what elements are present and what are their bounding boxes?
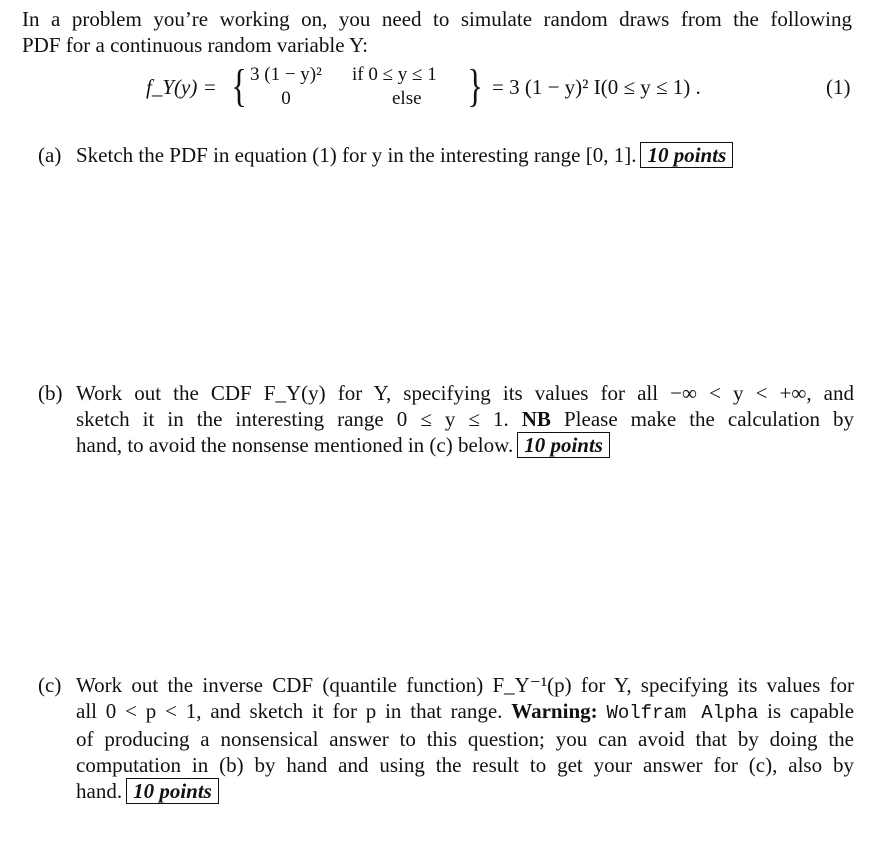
part-c-line-2 (76, 698, 854, 726)
part-b-body (76, 380, 854, 458)
part-b-line-2-a: sketch it in the interesting range 0 ≤ y ≤ 1. (76, 407, 509, 431)
case-2-condition: else (392, 88, 422, 109)
case-1-condition: if 0 ≤ y ≤ 1 (352, 64, 437, 85)
pdf-equation (146, 58, 856, 114)
part-c-wolfram-alpha: Wolfram Alpha (606, 702, 759, 724)
part-a-line-1 (76, 142, 854, 168)
intro-line-1: In a problem you’re working on, you need to simulate random draws from the following (22, 7, 852, 31)
equation-lhs: f_Y(y) = (146, 75, 217, 99)
part-b-line-2 (76, 406, 854, 432)
part-b-line-3-text: hand, to avoid the nonsense mentioned in (c) below. (76, 433, 514, 457)
part-c-line-3: of producing a nonsensical answer to this question; you can avoid that by doing the (76, 727, 854, 751)
answer-space-b (22, 462, 852, 662)
case-1-expression: 3 (1 − y)² (250, 64, 322, 85)
part-a-label: (a) (38, 143, 62, 167)
part-b-line-1: Work out the CDF F_Y(y) for Y, specifying its values for all −∞ < y < +∞, and (76, 381, 854, 405)
part-c-warning-label: Warning: (511, 699, 598, 723)
part-c-line-2-a: all 0 < p < 1, and sketch it for p in that range. (76, 699, 503, 723)
equation-number: (1) (826, 75, 851, 99)
part-c-points-badge: 10 points (126, 778, 219, 804)
part-c-line-2-b: is capable (767, 699, 855, 723)
part-c-label: (c) (38, 673, 62, 697)
part-c-line-5 (76, 778, 854, 804)
part-b-line-2-b: Please make the calculation by (564, 407, 855, 431)
part-c-body (76, 672, 854, 804)
intro-paragraph (22, 6, 852, 58)
intro-line-2: PDF for a continuous random variable Y: (22, 33, 369, 57)
part-a-text: Sketch the PDF in equation (1) for y in the interesting range [0, 1]. (76, 143, 637, 167)
part-a-body (76, 142, 854, 168)
part-a-points-badge: 10 points (640, 142, 733, 168)
equation-rhs: = 3 (1 − y)² I(0 ≤ y ≤ 1) . (492, 75, 701, 99)
part-b-label: (b) (38, 381, 63, 405)
part-b-line-3 (76, 432, 854, 458)
part-b-nb-label: NB (521, 407, 551, 431)
answer-space-a (22, 176, 852, 376)
part-c-line-1: Work out the inverse CDF (quantile function) F_Y⁻¹(p) for Y, specifying its values for (76, 673, 854, 697)
part-c-line-5-text: hand. (76, 779, 123, 803)
case-2-expression: 0 (281, 88, 291, 109)
part-b-points-badge: 10 points (517, 432, 610, 458)
left-brace-icon: { (231, 60, 247, 111)
part-c-line-4: computation in (b) by hand and using the result to get your answer for (c), also by (76, 753, 854, 777)
right-brace-icon: } (467, 60, 483, 111)
